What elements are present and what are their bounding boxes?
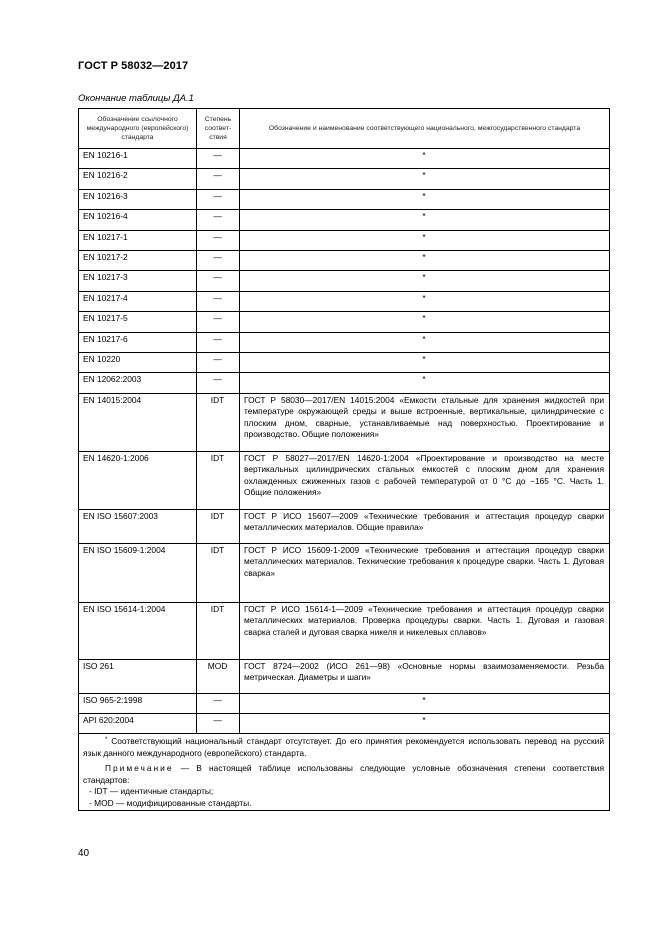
table-row	[79, 352, 610, 372]
degree-cell: —	[197, 210, 240, 230]
national-standard-cell: *	[240, 352, 610, 372]
degree-cell: —	[197, 352, 240, 372]
table-row	[79, 189, 610, 209]
header-reference-standard: Обозначение ссылочного международного (европейского) стандарта	[79, 109, 197, 149]
note-item-mod: - MOD — модифицированные стандарты.	[89, 797, 252, 808]
degree-cell: —	[197, 693, 240, 713]
table-row	[79, 509, 610, 543]
reference-standard-cell: EN 10217-3	[79, 271, 197, 291]
header-degree-of-conformity: Степень соответствия	[197, 109, 240, 149]
footnote-text: Соответствующий национальный стандарт отсутствует. До его принятия рекомендуется использовать перевод на русский язык данного международного (европейского) стандарта.	[83, 736, 604, 758]
degree-cell: —	[197, 230, 240, 250]
table-notes	[79, 734, 610, 810]
reference-standard-cell: EN 10220	[79, 352, 197, 372]
degree-cell: —	[197, 169, 240, 189]
note-text: — В настоящей таблице использованы следующие условные обозначения степени соответствия стандартов:	[83, 763, 605, 785]
table-row	[79, 451, 610, 509]
degree-cell: MOD	[197, 659, 240, 693]
page-number: 40	[78, 848, 90, 859]
national-standard-cell: *	[240, 291, 610, 311]
table-row	[79, 373, 610, 393]
degree-cell: —	[197, 373, 240, 393]
reference-standard-cell: EN 10216-3	[79, 189, 197, 209]
national-standard-cell: *	[240, 714, 610, 734]
table-row	[79, 291, 610, 311]
table-row	[79, 312, 610, 332]
table-row	[79, 271, 610, 291]
national-standard-cell: *	[240, 693, 610, 713]
table-row	[79, 210, 610, 230]
table-row	[79, 659, 610, 693]
table-row	[79, 693, 610, 713]
degree-cell: —	[197, 312, 240, 332]
table-header-row	[79, 109, 610, 149]
reference-standard-cell: EN 10217-2	[79, 250, 197, 270]
table-row	[79, 250, 610, 270]
reference-standard-cell: EN ISO 15609-1:2004	[79, 543, 197, 602]
reference-standard-cell: EN 10217-6	[79, 332, 197, 352]
national-standard-cell: ГОСТ Р 58027—2017/EN 14620-1:2004 «Проектирование и производство на месте вертикальных цилиндрических стальных емкостей с плоским дном для хранения охлажденных сжиженных газов с рабочей температурой от 0 °С до −165 °С. Часть 1. Общие положения»	[240, 451, 610, 509]
table-row	[79, 714, 610, 734]
reference-standard-cell: EN 10216-4	[79, 210, 197, 230]
degree-cell: —	[197, 271, 240, 291]
degree-cell: —	[197, 149, 240, 169]
table-row	[79, 332, 610, 352]
national-standard-cell: ГОСТ Р ИСО 15607—2009 «Технические требования и аттестация процедур сварки металлических материалов. Общие правила»	[240, 509, 610, 543]
national-standard-cell: ГОСТ 8724—2002 (ИСО 261—98) «Основные нормы взаимозаменяемости. Резьба метрическая. Диаметры и шаги»	[240, 659, 610, 693]
footnote-mark: *	[105, 737, 108, 744]
table-row	[79, 393, 610, 451]
degree-cell: —	[197, 714, 240, 734]
footnote	[83, 735, 604, 759]
reference-standard-cell: ISO 965-2:1998	[79, 693, 197, 713]
note-item-idt: - IDT — идентичные стандарты;	[89, 786, 214, 797]
header-national-standard: Обозначение и наименование соответствующего национального, межгосударственного стандарта	[240, 109, 610, 149]
reference-standard-cell: EN 12062:2003	[79, 373, 197, 393]
table-row	[79, 543, 610, 602]
reference-standard-cell: EN ISO 15614-1:2004	[79, 602, 197, 659]
reference-standard-cell: EN 14620-1:2006	[79, 451, 197, 509]
reference-standard-cell: EN 14015:2004	[79, 393, 197, 451]
degree-cell: IDT	[197, 543, 240, 602]
reference-standard-cell: ISO 261	[79, 659, 197, 693]
degree-cell: IDT	[197, 451, 240, 509]
table-row	[79, 230, 610, 250]
document-code: ГОСТ Р 58032—2017	[78, 60, 189, 72]
national-standard-cell: ГОСТ Р ИСО 15609-1-2009 «Технические требования и аттестация процедур сварки металлических материалов. Технические требования к процедуре сварки. Часть 1. Дуговая сварка»	[240, 543, 610, 602]
national-standard-cell: *	[240, 312, 610, 332]
table-row	[79, 149, 610, 169]
national-standard-cell: *	[240, 169, 610, 189]
reference-standard-cell: EN 10216-2	[79, 169, 197, 189]
national-standard-cell: *	[240, 210, 610, 230]
national-standard-cell: *	[240, 271, 610, 291]
national-standard-cell: *	[240, 230, 610, 250]
reference-standard-cell: EN ISO 15607:2003	[79, 509, 197, 543]
reference-standard-cell: EN 10217-4	[79, 291, 197, 311]
reference-standard-cell: API 620:2004	[79, 714, 197, 734]
national-standard-cell: *	[240, 250, 610, 270]
standards-table	[78, 108, 610, 811]
national-standard-cell: *	[240, 332, 610, 352]
degree-cell: —	[197, 189, 240, 209]
reference-standard-cell: EN 10217-1	[79, 230, 197, 250]
note-label: Примечание	[105, 763, 174, 774]
degree-cell: IDT	[197, 393, 240, 451]
degree-cell: IDT	[197, 509, 240, 543]
national-standard-cell: ГОСТ Р ИСО 15614-1—2009 «Технические требования и аттестация процедур сварки металлических материалов. Проверка процедуры сварки. Часть 1. Дуговая и газовая сварка сталей и дуговая сварка никеля и никелевых сплавов»	[240, 602, 610, 659]
note	[83, 763, 604, 786]
national-standard-cell: *	[240, 373, 610, 393]
table-notes-row	[79, 734, 610, 810]
reference-standard-cell: EN 10216-1	[79, 149, 197, 169]
degree-cell: —	[197, 332, 240, 352]
national-standard-cell: *	[240, 189, 610, 209]
table-caption: Окончание таблицы ДА.1	[78, 93, 194, 104]
national-standard-cell: ГОСТ Р 58030—2017/EN 14015:2004 «Емкости стальные для хранения жидкостей при температуре окружающей среды и выше встроенные, вертикальные, цилиндрические с плоским дном, сварные, устанавливаемые над поверхностью. Проектирование и производство. Общие положения»	[240, 393, 610, 451]
degree-cell: —	[197, 291, 240, 311]
national-standard-cell: *	[240, 149, 610, 169]
table-row	[79, 602, 610, 659]
degree-cell: IDT	[197, 602, 240, 659]
table-row	[79, 169, 610, 189]
reference-standard-cell: EN 10217-5	[79, 312, 197, 332]
degree-cell: —	[197, 250, 240, 270]
